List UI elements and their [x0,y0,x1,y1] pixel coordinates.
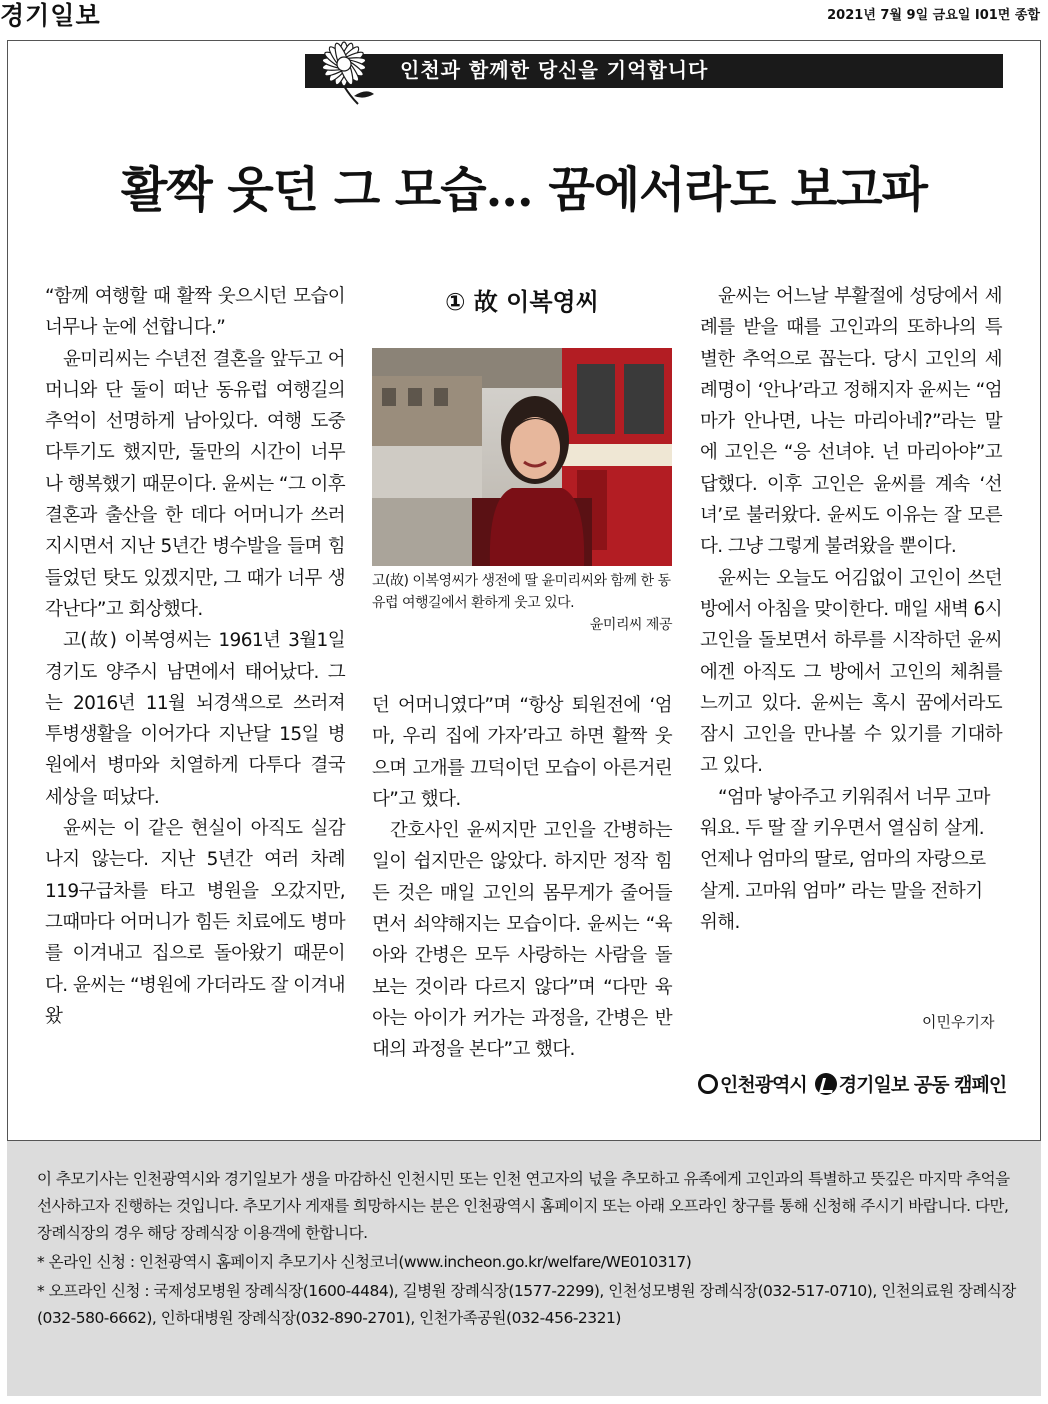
photo-caption [372,570,672,636]
dateline: 2021년 7월 9일 금요일 I01면 종합 [827,8,1040,23]
article-column-3 [700,281,1002,938]
caption-text: 고(故) 이복영씨가 생전에 딸 윤미리씨와 함께 한 동유럽 여행길에서 환하게 웃고 있다. [372,573,671,611]
notice-text [37,1166,1017,1332]
paragraph: 윤씨는 오늘도 어김없이 고인이 쓰던 방에서 아침을 맞이한다. 매일 새벽 6시 고인을 돌보면서 하루를 시작하던 윤씨에겐 아직도 그 방에서 고인의 체취를 느끼고 있다. 윤씨는 혹시 꿈에서라도 잠시 고인을 만나볼 수 있기를 기대하고 있다. [700,567,1002,777]
paper-logo: 경기일보 [0,1,101,30]
paragraph: 윤씨는 어느날 부활절에 성당에서 세례를 받을 때를 고인과의 또하나의 특별한 추억으로 꼽는다. 당시 고인의 세례명이 ‘안나’라고 정해지자 윤씨는 “엄마가 안나면, 나는 마리아네?”라는 말에 고인은 “응 선녀야. 넌 마리아야”고 답했다. 이후 고인은 윤씨를 계속 ‘선녀’로 불러왔다. 윤씨도 이유는 잘 모른다. 그냥 그렇게 불려왔을 뿐이다. [700,286,1002,558]
article-column-1 [45,281,345,1032]
incheon-seal-icon [698,1074,718,1094]
notice-line: * 온라인 신청 : 인천광역시 홈페이지 추모기사 신청코너(www.incheon.go.kr/welfare/WE010317) [37,1253,692,1271]
paragraph: “엄마 낳아주고 키워줘서 너무 고마워요. 두 딸 잘 키우면서 열심히 살게. 언제나 엄마의 딸로, 엄마의 자랑으로 살게. 고마워 엄마” 라는 말을 전하기 위해. [700,786,990,933]
byline: 이민우기자 [922,1013,995,1031]
banner-title: 인천과 함께한 당신을 기억합니다 [400,58,709,82]
campaign-label: 공동 캠페인 [913,1074,1007,1096]
campaign-paper: 경기일보 [838,1074,909,1096]
headline: 활짝 웃던 그 모습… 꿈에서라도 보고파 [120,162,928,218]
article-column-2 [372,690,672,1066]
campaign-city: 인천광역시 [720,1074,807,1096]
campaign-logo [698,1070,1018,1100]
chrysanthemum-icon [300,30,390,106]
paragraph: 윤미리씨는 수년전 결혼을 앞두고 어머니와 단 둘이 떠난 동유럽 여행길의 추억이 선명하게 남아있다. 여행 도중 다투기도 했지만, 둘만의 시간이 너무나 행복했기 때문이다. 윤씨는 “그 이후 결혼과 출산을 한 데다 어머니가 쓰러지시면서 지난 5년간 병수발을 들며 힘들었던 탓도 있겠지만, 그 때가 너무 생각난다”고 회상했다. [45,348,345,620]
paper-mark-icon [815,1073,837,1095]
article-subtitle: ① 故 이복영씨 [445,288,599,316]
paragraph: 윤씨는 이 같은 현실이 아직도 실감나지 않는다. 지난 5년간 여러 차례 119구급차를 타고 병원을 오갔지만, 그때마다 어머니가 힘든 치료에도 병마를 이겨내고 집으로 돌아왔기 때문이다. 윤씨는 “병원에 가더라도 잘 이겨내왔 [45,818,345,1027]
notice-line: 이 추모기사는 인천광역시와 경기일보가 생을 마감하신 인천시민 또는 인천 연고자의 넋을 추모하고 유족에게 고인과의 특별하고 뜻깊은 마지막 추억을 선사하고자 진행하는 것입니다. 추모기사 게재를 희망하시는 분은 인천광역시 홈페이지 또는 아래 오프라인 창구를 통해 신청해 주시기 바랍니다. 다만, 장례식장의 경우 해당 장례식장 이용객에 한합니다. [37,1170,1010,1242]
memorial-photo [372,348,672,566]
paragraph: “함께 여행할 때 활짝 웃으시던 모습이 너무나 눈에 선합니다.” [45,286,345,339]
paragraph: 던 어머니였다”며 “항상 퇴원전에 ‘엄마, 우리 집에 가자’라고 하면 활짝 웃으며 고개를 끄덕이던 모습이 아른거린다”고 했다. [372,695,672,810]
notice-line: * 오프라인 신청 : 국제성모병원 장례식장(1600-4484), 길병원 장례식장(1577-2299), 인천성모병원 장례식장(032-517-0710), 인천의료원 장례식장 (032-580-6662), 인하대병원 장례식장(032-890-2701), 인천가족공원(032-456-2321) [37,1282,1016,1327]
masthead [0,0,1048,34]
photo-credit: 윤미리씨 제공 [589,617,672,633]
paragraph: 간호사인 윤씨지만 고인을 간병하는 일이 쉽지만은 않았다. 하지만 정작 힘든 것은 매일 고인의 몸무게가 줄어들면서 쇠약해지는 모습이다. 윤씨는 “육아와 간병은 모두 사랑하는 사람을 돌보는 것이라 다르지 않다”며 “다만 육아는 아이가 커가는 과정을, 간병은 반대의 과정을 본다”고 했다. [372,820,672,1061]
paragraph: 고(故) 이복영씨는 1961년 3월1일 경기도 양주시 남면에서 태어났다. 그는 2016년 11월 뇌경색으로 쓰러져 투병생활을 이어가다 지난달 15일 병원에서 병마와 치열하게 다투다 결국 세상을 떠났다. [45,630,345,808]
